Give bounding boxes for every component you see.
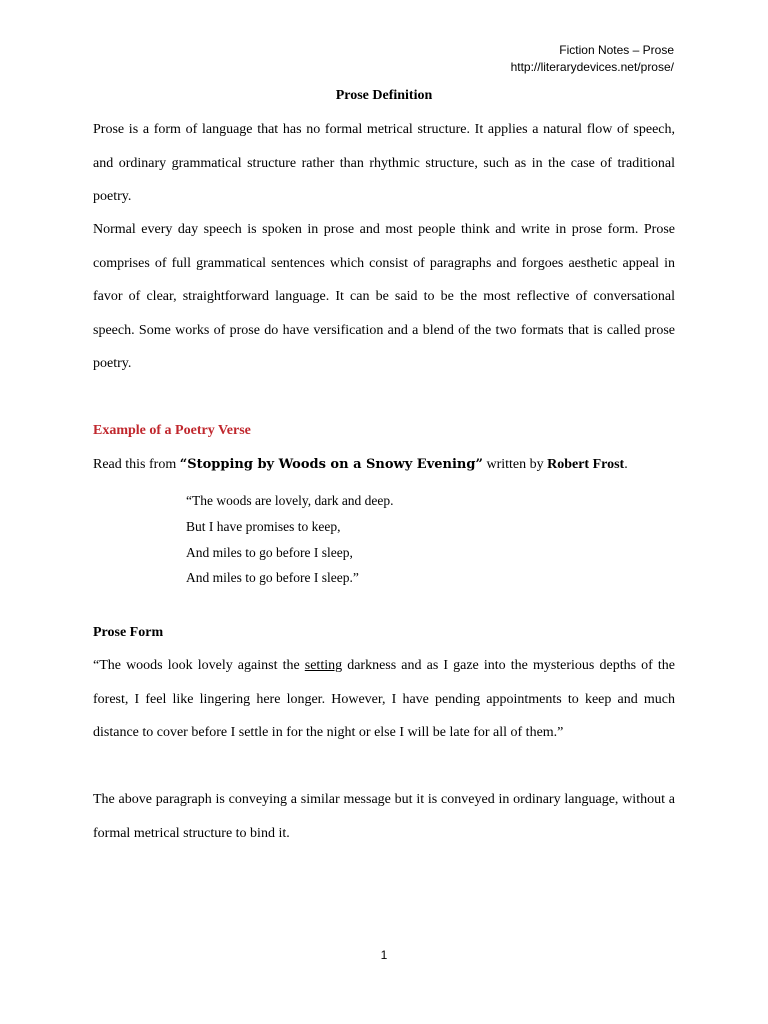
author-name: Robert Frost (547, 457, 625, 472)
intro-prefix: Read this from (93, 457, 180, 472)
definition-paragraph-1: Prose is a form of language that has no formal metrical structure. It applies a natural flow of speech, and ordinary grammatical structure rather than rhythmic structure, such as in the case of traditional poetry. (93, 122, 675, 205)
poem-verse (186, 488, 394, 591)
poem-line: “The woods are lovely, dark and deep. (186, 493, 394, 508)
poem-intro (93, 456, 628, 474)
quote-before: “The woods look lovely against the (93, 658, 305, 673)
quote-underlined-word: setting (304, 658, 343, 673)
poem-line: And miles to go before I sleep, (186, 544, 353, 560)
header-title: Fiction Notes – Prose (559, 43, 674, 57)
prose-quote (93, 649, 675, 750)
page-header (511, 42, 674, 76)
header-url: http://literarydevices.net/prose/ (510, 60, 674, 74)
quote-after: darkness and as I gaze into the mysterious depths of the forest, I feel like lingering here longer. However, I have pending appointments to keep and much distance to cover before I settle in for the night or else I will be late for all of them.” (93, 658, 675, 741)
poem-line: But I have promises to keep, (186, 518, 341, 534)
page-number: 1 (380, 948, 388, 962)
definition-paragraph-2: Normal every day speech is spoken in prose and most people think and write in prose form. Prose comprises of full grammatical sentences which consist of paragraphs and forgoes aesthetic appeal in favor of clear, straightforward language. It can be said to be the most reflective of conversational speech. Some works of prose do have versification and a blend of the two formats that is called prose poetry. (93, 222, 675, 372)
prose-section-heading: Prose Form (93, 625, 164, 640)
prose-conclusion: The above paragraph is conveying a similar message but it is conveyed in ordinary language, without a formal metrical structure to bind it. (93, 792, 675, 841)
page-title: Prose Definition (335, 88, 433, 103)
poem-title: “Stopping by Woods on a Snowy Evening” (179, 457, 483, 472)
poem-line: And miles to go before I sleep.” (186, 570, 359, 586)
intro-middle: written by (482, 457, 548, 472)
intro-suffix: . (624, 457, 628, 472)
poetry-section-heading: Example of a Poetry Verse (93, 423, 251, 438)
